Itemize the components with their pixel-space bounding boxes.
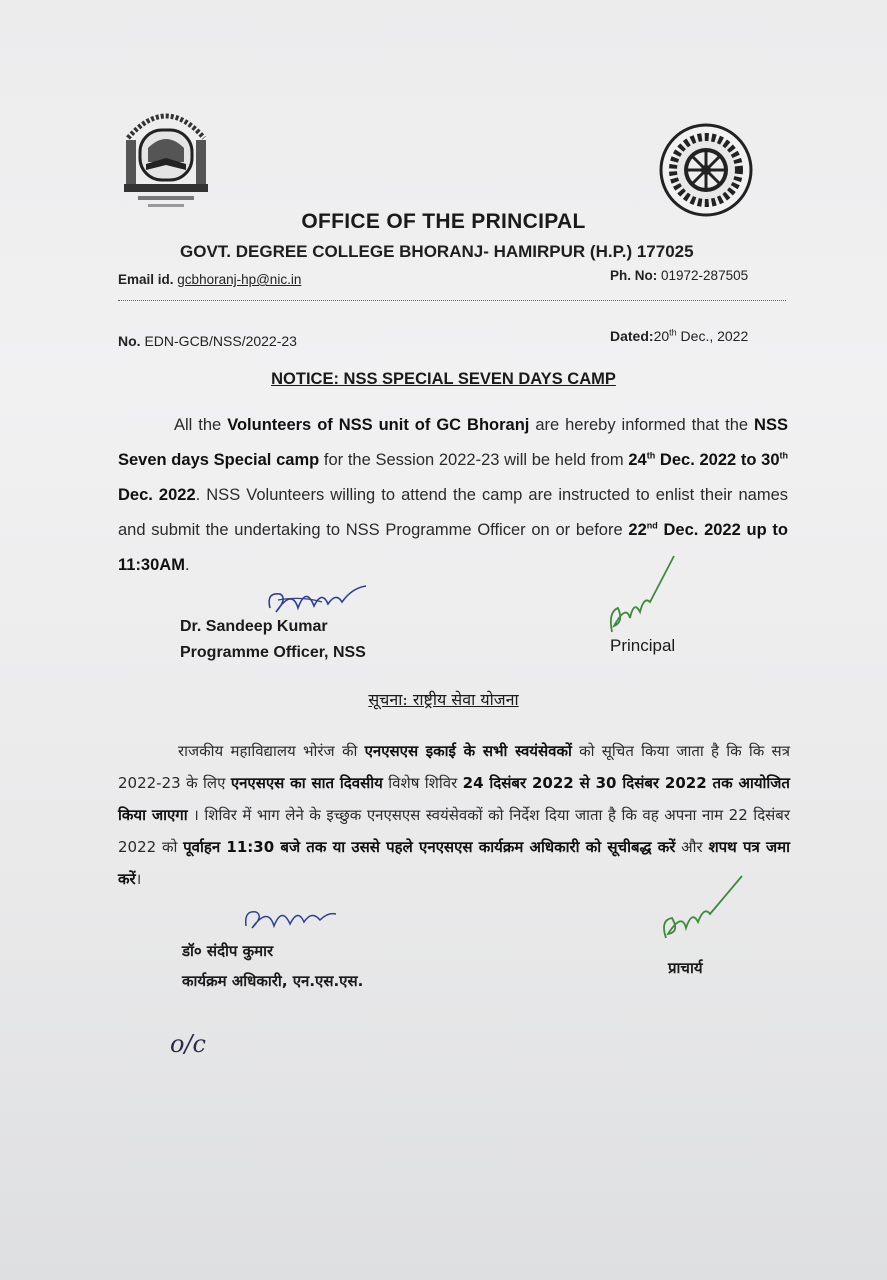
phone-value: 01972-287505 — [661, 268, 749, 283]
office-title: OFFICE OF THE PRINCIPAL — [301, 210, 586, 233]
date-line — [610, 328, 748, 344]
hindi-bold-1: एनएसएस इकाई के सभी स्वयंसेवकों — [364, 742, 572, 760]
notice-bold-2: NSS Seven days Special camp — [118, 416, 788, 469]
hindi-text-3: विशेष शिविर — [382, 774, 463, 792]
notice-text-1: All the — [174, 416, 228, 434]
hindi-notice-title: सूचना: राष्ट्रीय सेवा योजना — [368, 690, 519, 709]
notice-text-4: . NSS Volunteers willing to attend the camp are instructed to enlist their names and submit the undertaking to NSS Programme Officer on or before — [118, 486, 788, 539]
email-label: Email id. — [118, 272, 174, 287]
notice-title: NOTICE: NSS SPECIAL SEVEN DAYS CAMP — [271, 370, 616, 388]
signatory-designation: Programme Officer, NSS — [180, 644, 366, 661]
date-rest: Dec., 2022 — [676, 328, 749, 344]
hindi-text-4: । शिविर में भाग लेने के इच्छुक एनएसएस स्वयंसेवकों को निर्देश दिया जाता है कि वह अपना नाम 22 दिसंबर 2022 को — [118, 806, 790, 856]
notice-text-3: for the Session 2022-23 will be held from — [319, 451, 629, 469]
hindi-bold-2: एनएसएस का सात दिवसीय — [230, 774, 383, 792]
date-day: 20 — [653, 328, 670, 344]
hindi-text-2: को सूचित किया जाता है कि कि सत्र 2022-23 के लिए — [118, 742, 790, 792]
notice-bold-4: 22nd Dec. 2022 up to 11:30AM — [118, 520, 788, 574]
hindi-notice-body — [118, 735, 790, 895]
hindi-signatory-block — [182, 936, 363, 996]
hindi-text-5: और — [675, 838, 709, 856]
phone-row — [610, 268, 748, 283]
signatory-name: Dr. Sandeep Kumar — [180, 618, 328, 635]
phone-label: Ph. No: — [610, 268, 658, 283]
hindi-bold-3: 24 दिसंबर 2022 से 30 दिसंबर 2022 तक आयोजित किया जाएगा — [118, 774, 790, 824]
notice-bold-3: 24th Dec. 2022 to 30th Dec. 2022 — [118, 450, 788, 504]
hindi-signatory-designation: कार्यक्रम अधिकारी, एन.एस.एस. — [182, 972, 364, 990]
hindi-bold-4: पूर्वाहन 11:30 बजे तक या उससे पहले एनएसएस कार्यक्रम अधिकारी को सूचीबद्ध करें — [183, 838, 676, 856]
email-row — [118, 272, 301, 287]
email-link[interactable]: gcbhoranj-hp@nic.in — [177, 272, 302, 287]
hindi-principal-label: प्राचार्य — [668, 959, 703, 977]
signatory-block — [180, 614, 366, 666]
notice-bold-1: Volunteers of NSS unit of GC Bhoranj — [227, 416, 530, 434]
oc-annotation: o/c — [170, 1030, 206, 1058]
college-name: GOVT. DEGREE COLLEGE BHORANJ- HAMIRPUR (H.P.) 177025 — [180, 242, 694, 261]
date-sup: th — [669, 327, 677, 338]
notice-body — [118, 408, 788, 583]
hindi-programme-officer-signature — [240, 900, 340, 940]
principal-label: Principal — [610, 636, 676, 655]
college-emblem-icon — [118, 100, 214, 212]
date-label: Dated: — [610, 328, 654, 344]
hindi-text-6: । — [135, 870, 142, 888]
hindi-text-1: राजकीय महाविद्यालय भोरंज की — [178, 742, 365, 760]
notice-text-5: . — [184, 556, 190, 574]
hindi-bold-5: शपथ पत्र जमा करें — [118, 838, 790, 888]
ref-value: EDN-GCB/NSS/2022-23 — [144, 333, 297, 349]
reference-number — [118, 333, 297, 349]
ref-label: No. — [118, 333, 141, 349]
nss-logo-icon — [654, 122, 758, 218]
hindi-signatory-name: डॉ० संदीप कुमार — [182, 942, 274, 960]
notice-text-2: are hereby informed that the — [529, 416, 755, 434]
header-divider — [118, 300, 786, 301]
